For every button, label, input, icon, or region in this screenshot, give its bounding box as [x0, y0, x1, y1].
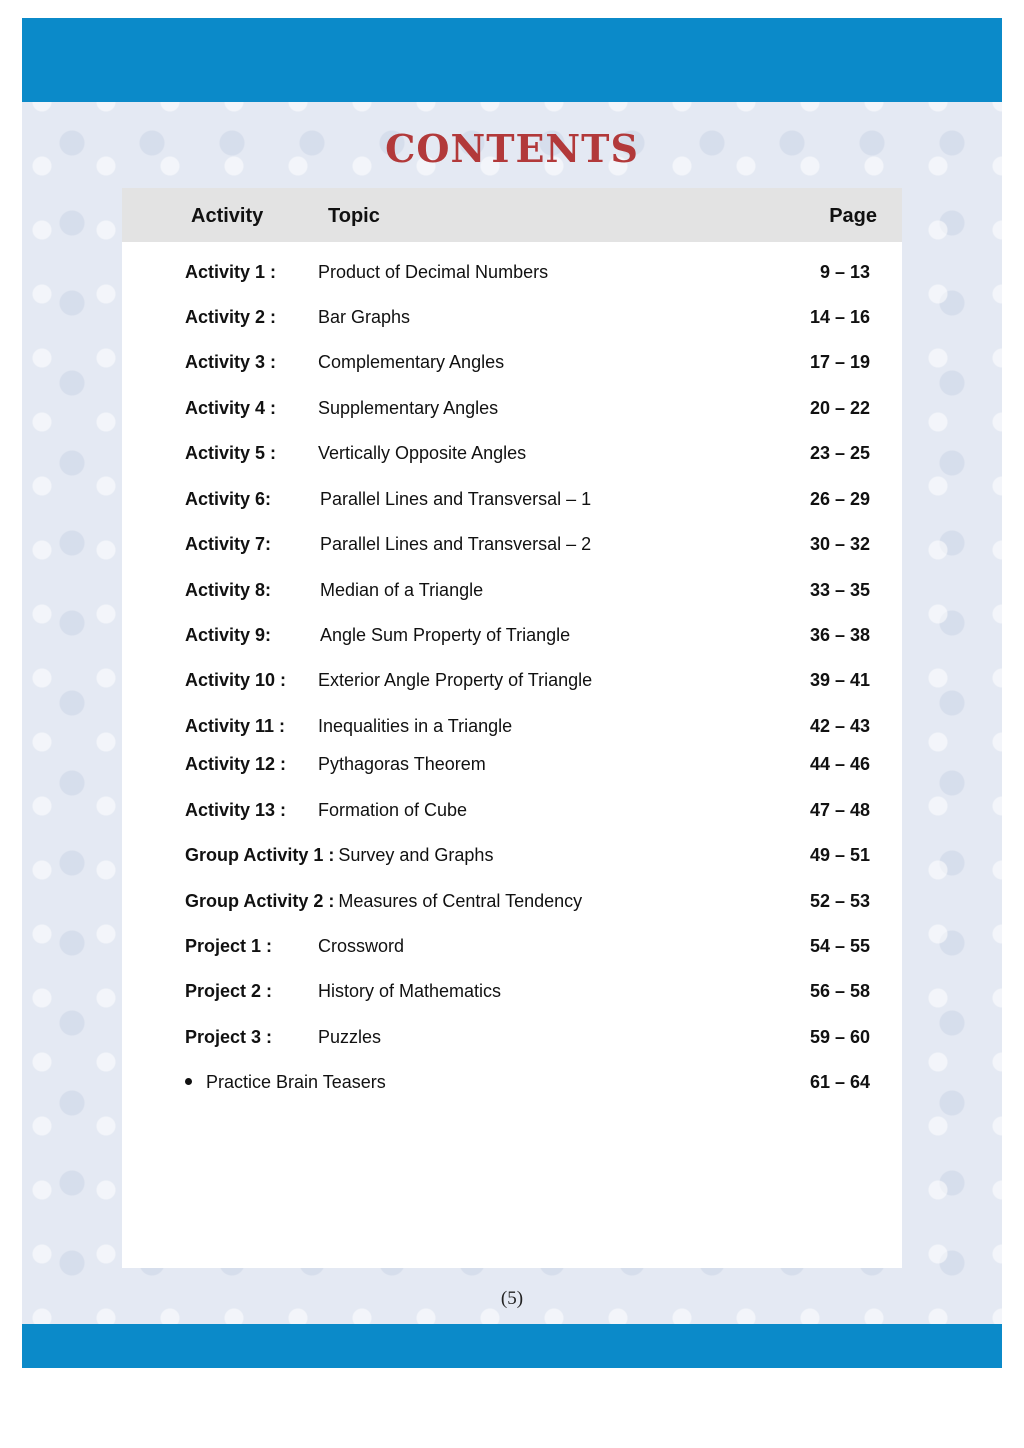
row-label: Activity 7: [185, 534, 272, 554]
row-topic: Complementary Angles [318, 352, 505, 372]
table-row [122, 670, 902, 696]
header-activity: Activity [191, 205, 264, 227]
top-band [22, 18, 1002, 102]
row-topic: Puzzles [318, 1027, 382, 1047]
bottom-band [22, 1324, 1002, 1368]
table-row [122, 936, 902, 962]
group-label-text: Group Activity 2 : [185, 891, 335, 911]
table-row [122, 580, 902, 606]
row-pages: 52 – 53 [809, 891, 870, 911]
bullet-icon [185, 1078, 192, 1085]
row-label: Project 3 : [185, 1027, 273, 1047]
row-label: Activity 9: [185, 625, 272, 645]
row-topic: Practice Brain Teasers [206, 1072, 386, 1092]
row-topic: Pythagoras Theorem [318, 754, 486, 774]
row-pages: 30 – 32 [809, 534, 870, 554]
row-topic: History of Mathematics [318, 981, 502, 1001]
contents-panel [122, 188, 902, 1268]
table-row [122, 489, 902, 515]
row-label: Activity 8: [185, 580, 272, 600]
table-row [122, 754, 902, 780]
bullet-item [185, 1072, 386, 1093]
row-pages: 44 – 46 [809, 754, 870, 774]
row-topic: Inequalities in a Triangle [318, 716, 513, 736]
row-label: Activity 11 : [185, 716, 286, 736]
row-label: Activity 10 : [185, 670, 287, 690]
row-topic: Formation of Cube [318, 800, 468, 820]
table-row [122, 845, 902, 871]
table-row [122, 398, 902, 424]
table-row [122, 716, 902, 742]
table-row [122, 1072, 902, 1098]
row-pages: 26 – 29 [809, 489, 870, 509]
row-label: Project 1 : [185, 936, 273, 956]
table-row [122, 625, 902, 651]
row-label: Activity 13 : [185, 800, 287, 820]
row-topic: Parallel Lines and Transversal – 2 [320, 534, 592, 554]
table-row [122, 1027, 902, 1053]
row-label: Activity 4 : [185, 398, 277, 418]
row-label: Activity 12 : [185, 754, 287, 774]
row-topic: Parallel Lines and Transversal – 1 [320, 489, 592, 509]
table-row [122, 352, 902, 378]
table-row [122, 443, 902, 469]
row-topic: Product of Decimal Numbers [318, 262, 549, 282]
table-row [122, 981, 902, 1007]
row-topic: Measures of Central Tendency [338, 891, 583, 911]
row-pages: 59 – 60 [809, 1027, 870, 1047]
row-label: Project 2 : [185, 981, 273, 1001]
table-row [122, 307, 902, 333]
row-pages: 14 – 16 [809, 307, 870, 327]
row-label: Activity 6: [185, 489, 272, 509]
row-pages: 39 – 41 [809, 670, 870, 690]
page-title: CONTENTS [385, 126, 639, 171]
row-label: Activity 1 : [185, 262, 277, 282]
table-row [122, 891, 902, 917]
table-header [122, 188, 902, 242]
row-topic: Survey and Graphs [338, 845, 494, 865]
row-pages: 49 – 51 [809, 845, 870, 865]
row-pages: 33 – 35 [809, 580, 870, 600]
row-pages: 56 – 58 [809, 981, 870, 1001]
row-topic: Vertically Opposite Angles [318, 443, 527, 463]
row-pages: 23 – 25 [809, 443, 870, 463]
row-label: Activity 2 : [185, 307, 277, 327]
row-label [185, 891, 582, 912]
row-topic: Median of a Triangle [320, 580, 484, 600]
row-pages: 54 – 55 [809, 936, 870, 956]
row-label [185, 845, 493, 866]
row-label: Activity 5 : [185, 443, 277, 463]
row-pages: 36 – 38 [809, 625, 870, 645]
table-row [122, 534, 902, 560]
row-topic: Bar Graphs [318, 307, 411, 327]
row-topic: Supplementary Angles [318, 398, 499, 418]
row-topic: Angle Sum Property of Triangle [320, 625, 571, 645]
table-row [122, 800, 902, 826]
row-pages: 47 – 48 [809, 800, 870, 820]
header-topic: Topic [328, 205, 380, 227]
row-label: Activity 3 : [185, 352, 277, 372]
header-page: Page [829, 205, 877, 227]
row-topic: Crossword [318, 936, 405, 956]
page-number: (5) [500, 1288, 524, 1309]
group-label-text: Group Activity 1 : [185, 845, 335, 865]
row-pages: 61 – 64 [809, 1072, 870, 1092]
row-pages: 20 – 22 [809, 398, 870, 418]
row-pages: 9 – 13 [819, 262, 870, 282]
row-pages: 42 – 43 [809, 716, 870, 736]
row-pages: 17 – 19 [809, 352, 870, 372]
table-row [122, 262, 902, 288]
row-topic: Exterior Angle Property of Triangle [318, 670, 593, 690]
